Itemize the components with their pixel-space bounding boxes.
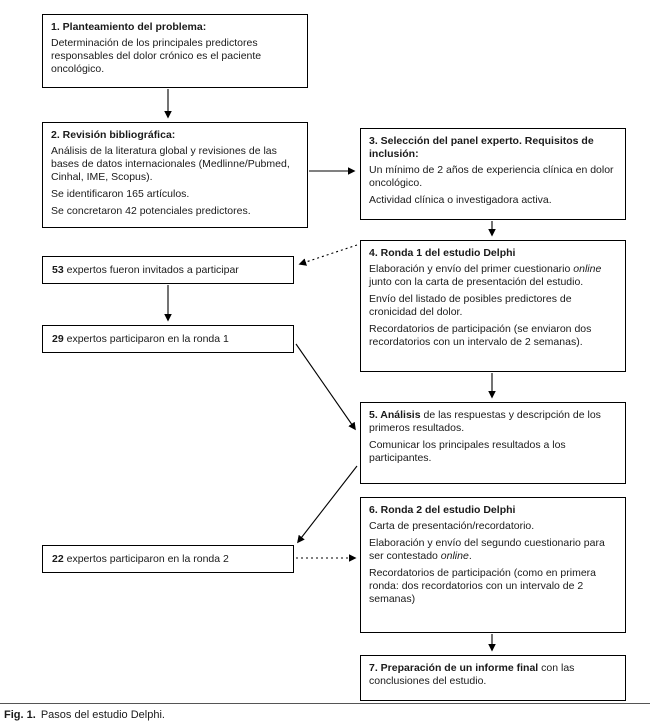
box-seleccion-title: 3. Selección del panel experto. Requisitos de inclusión: [369, 135, 594, 160]
figure-caption-text: Pasos del estudio Delphi. [37, 709, 165, 721]
box-seleccion-p2: Actividad clínica o investigadora activa. [369, 194, 552, 206]
box-ronda-1-p1 [369, 263, 617, 289]
ronda-1-p1-end: junto con la carta de presentación del estudio. [369, 276, 584, 288]
box-expertos-ronda1 [42, 325, 294, 353]
box-revision-title: 2. Revisión bibliográfica: [51, 129, 176, 141]
box-revision-p1: Análisis de la literatura global y revisiones de las bases de datos internacionales (Medlinne/Pubmed, Cinhal, IME, Scopus). [51, 145, 290, 183]
informe-title-bold: 7. Preparación de un informe final [369, 662, 539, 674]
ronda-2-p2-end: . [468, 550, 472, 562]
box-planteamiento-problema [42, 14, 308, 88]
box-ronda-1 [360, 240, 626, 372]
box-ronda-1-p2: Envío del listado de posibles predictores de cronicidad del dolor. [369, 293, 572, 318]
arrow-dotted-to-invitados [300, 245, 357, 264]
analisis-title-bold: 5. Análisis [369, 409, 421, 421]
box-revision-p2: Se identificaron 165 artículos. [51, 188, 190, 200]
box-ronda-2-p3: Recordatorios de participación (como en primera ronda: dos recordatorios con un intervalo de 2 semanas) [369, 567, 597, 605]
expertos-invitados-label: expertos fueron invitados a participar [63, 264, 239, 276]
box-revision-bibliografica [42, 122, 308, 228]
box-analisis-title [369, 409, 617, 435]
expertos-invitados-count: 53 [52, 264, 64, 276]
box-analisis-p2: Comunicar los principales resultados a los participantes. [369, 439, 566, 464]
figure-caption-label: Fig. 1. [4, 709, 36, 721]
box-seleccion-panel [360, 128, 626, 220]
box-informe-text [369, 662, 617, 688]
box-ronda-2-title: 6. Ronda 2 del estudio Delphi [369, 504, 516, 516]
box-informe-final [360, 655, 626, 701]
box-revision-p3: Se concretaron 42 potenciales predictores. [51, 205, 251, 217]
box-ronda-2-p1: Carta de presentación/recordatorio. [369, 520, 535, 532]
box-analisis-respuestas [360, 402, 626, 484]
box-expertos-ronda2 [42, 545, 294, 573]
expertos-ronda1-label: expertos participaron en la ronda 1 [63, 333, 229, 345]
box-ronda-2-p2 [369, 537, 617, 563]
expertos-ronda2-count: 22 [52, 553, 64, 565]
box-ronda-2 [360, 497, 626, 633]
expertos-ronda1-count: 29 [52, 333, 64, 345]
arrow-participaron1-to-analisis [296, 344, 355, 429]
box-planteamiento-title: 1. Planteamiento del problema: [51, 21, 207, 33]
ronda-2-p2-online: online [440, 550, 469, 562]
box-ronda-1-p3: Recordatorios de participación (se enviaron dos recordatorios con un intervalo de 2 semanas). [369, 323, 592, 348]
box-expertos-invitados [42, 256, 294, 284]
box-seleccion-p1: Un mínimo de 2 años de experiencia clínica en dolor oncológico. [369, 164, 614, 189]
analisis-title-rest: de las respuestas y descripción de los primeros resultados. [369, 409, 601, 434]
ronda-1-p1-online: online [573, 263, 602, 275]
informe-title-rest: con las conclusiones del estudio. [369, 662, 575, 687]
ronda-1-p1-start: Elaboración y envío del primer cuestionario [369, 263, 574, 275]
ronda-2-p2-start: Elaboración y envío del segundo cuestionario para ser contestado [369, 537, 605, 562]
box-ronda-1-title: 4. Ronda 1 del estudio Delphi [369, 247, 516, 259]
expertos-ronda2-label: expertos participaron en la ronda 2 [63, 553, 229, 565]
figure-caption [0, 703, 650, 721]
box-planteamiento-body: Determinación de los principales predictores responsables del dolor crónico es el paciente oncológico. [51, 37, 262, 75]
arrow-analisis-to-participaron2 [298, 466, 357, 542]
